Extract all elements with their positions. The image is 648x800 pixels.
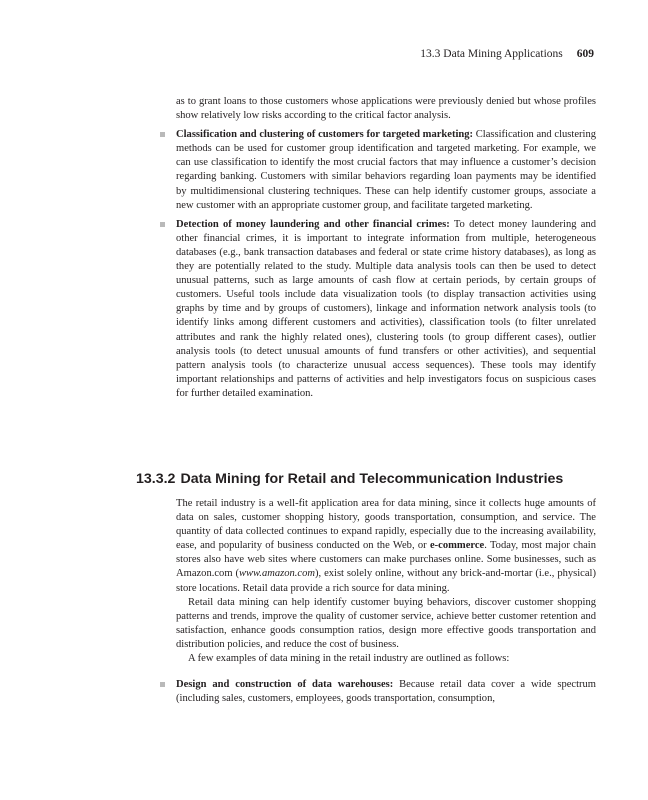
page-body-top xyxy=(176,95,596,406)
para-text: The retail industry is a well-fit application area for data mining, since it collects huge amounts of data on sales, customer shopping history, goods transportation, consumption, and service. The quantity of data collected continues to expand rapidly, especially due to the increasing availability, ease, and popularity of business conducted on the Web, or xyxy=(176,498,596,552)
continuation-paragraph: as to grant loans to those customers whose applications were previously denied but whose profiles show relatively low risks according to the critical factor analysis. xyxy=(176,96,596,122)
url-amazon: www.amazon.com xyxy=(238,568,315,580)
section-body xyxy=(176,497,596,711)
bullet-square-icon xyxy=(160,132,165,137)
section-title: Data Mining for Retail and Telecommunication Industries xyxy=(180,471,564,487)
bullet-title: Classification and clustering of customers for targeted marketing: xyxy=(176,129,474,141)
bullet-item-classification xyxy=(176,128,596,213)
running-head-section: 13.3 Data Mining Applications xyxy=(420,48,563,60)
paragraph-examples-intro: A few examples of data mining in the retail industry are outlined as follows: xyxy=(188,653,510,665)
page-number: 609 xyxy=(576,48,594,60)
bullet-text: Because retail data cover a wide spectrum (including sales, customers, employees, goods transportation, consumption, xyxy=(176,679,596,705)
para-text: . Today, most major chain stores also have web sites where customers can make purchases online. Some businesses, such as Amazon.com ( xyxy=(176,540,596,580)
bullet-list-top xyxy=(176,128,596,401)
bullet-item-money-laundering xyxy=(176,218,596,401)
term-e-commerce: e-commerce xyxy=(429,540,485,552)
bullet-item-data-warehouses xyxy=(176,678,596,706)
bullet-title: Detection of money laundering and other financial crimes: xyxy=(176,218,450,230)
bullet-text: To detect money laundering and other financial crimes, it is important to integrate information from multiple, heterogeneous databases (e.g., bank transaction databases and federal or state crime history databases), as long as they are potentially related to the study. Multiple data analysis tools can then be used to detect unusual patterns, such as large amounts of cash flow at certain periods, by certain groups of customers. Useful tools include data visualization tools (to display transaction activities using graphs by time and by groups of customers), linkage and information network analysis tools (to identify links among different customers and activities), classification tools (to filter unrelated attributes and rank the highly related ones), clustering tools (to group different cases), outlier analysis tools (to detect unusual amounts of fund transfers or other activities), and sequential pattern analysis tools (to characterize unusual access sequences). These tools may identify important relationships and patterns of activities and help investigators focus on suspicious cases for further detailed examination. xyxy=(176,218,596,399)
section-heading xyxy=(136,470,616,488)
paragraph-retail-intro xyxy=(176,497,596,596)
bullet-square-icon xyxy=(160,222,165,227)
running-head xyxy=(420,47,594,61)
section-number: 13.3.2 xyxy=(136,471,176,487)
bullet-text: Classification and clustering methods can be used for customer group identification and targeted marketing. For example, we can use classification to identify the most crucial factors that may influence a customer’s decision regarding banking. Customers with similar behaviors regarding loan payments may be identified by multidimensional clustering techniques. These can help identify customer groups, associate a new customer with an appropriate customer group, and facilitate targeted marketing. xyxy=(176,129,596,211)
bullet-list-bottom xyxy=(176,678,596,706)
bullet-square-icon xyxy=(160,682,165,687)
paragraph-retail-benefits: Retail data mining can help identify customer buying behaviors, discover customer shopping patterns and trends, improve the quality of customer service, achieve better customer retention and satisfaction, enhance goods consumption ratios, design more effective goods transportation and distribution policies, and reduce the cost of business. xyxy=(176,596,596,650)
para-text: ), exist solely online, without any brick-and-mortar (i.e., physical) store locations. Retail data provide a rich source for data mining. xyxy=(176,568,596,594)
bullet-title: Design and construction of data warehouses: xyxy=(176,679,394,691)
